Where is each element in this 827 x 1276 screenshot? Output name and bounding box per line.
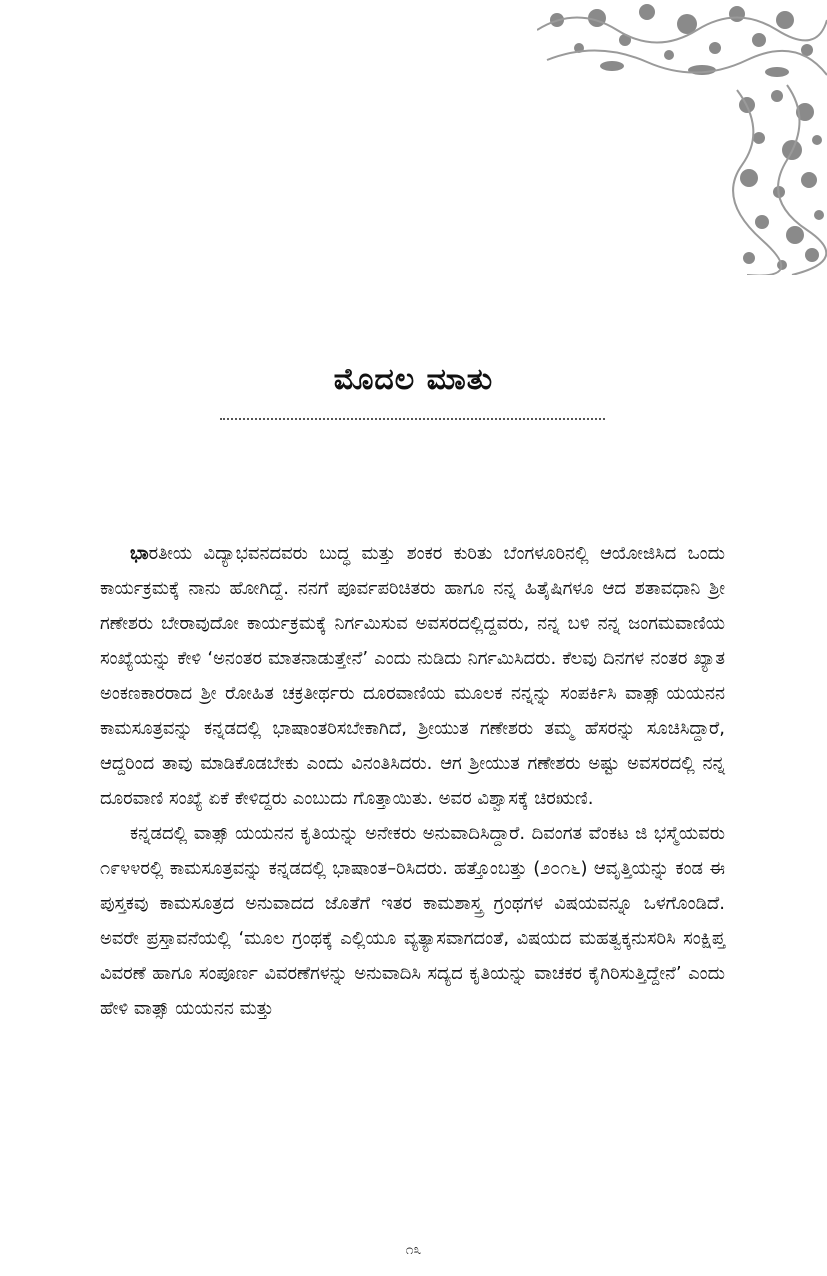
paragraph-1 bbox=[100, 536, 725, 816]
floral-corner-ornament bbox=[537, 0, 827, 275]
page-number: ೧೩ bbox=[405, 1242, 422, 1258]
paragraph-dropcap: ಭಾ bbox=[130, 543, 149, 564]
paragraph-2: ಕನ್ನಡದಲ್ಲಿ ವಾತ್ಸಾ್ಯಯನನ ಕೃತಿಯನ್ನು ಅನೇಕರು ಅನುವಾದಿಸಿದ್ದಾರೆ. ದಿವಂಗತ ವೆಂಕಟ ಜಿ ಭಸ್ಮೆಯವರು ೧೯೪೪ರಲ್ಲಿ ಕಾಮಸೂತ್ರವನ್ನು ಕನ್ನಡದಲ್ಲಿ ಭಾಷಾಂತ–ರಿಸಿದರು. ಹತ್ತೊಂಬತ್ತು (೨೦೧೬) ಆವೃತ್ತಿಯನ್ನು ಕಂಡ ಈ ಪುಸ್ತಕವು ಕಾಮಸೂತ್ರದ ಅನುವಾದದ ಜೊತೆಗೆ ಇತರ ಕಾಮಶಾಸ್ತ್ರ ಗ್ರಂಥಗಳ ವಿಷಯವನ್ನೂ ಒಳಗೊಂಡಿದೆ. ಅವರೇ ಪ್ರಸ್ತಾವನೆಯಲ್ಲಿ ‘ಮೂಲ ಗ್ರಂಥಕ್ಕೆ ಎಲ್ಲಿಯೂ ವ್ಯತ್ಯಾಸವಾಗದಂತೆ, ವಿಷಯದ ಮಹತ್ವಕ್ಕನುಸರಿಸಿ ಸಂಕ್ಷಿಪ್ತ ವಿವರಣೆ ಹಾಗೂ ಸಂಪೂರ್ಣ ವಿವರಣೆಗಳನ್ನು ಅನುವಾದಿಸಿ ಸದ್ಯದ ಕೃತಿಯನ್ನು ವಾಚಕರ ಕೈಗಿರಿಸುತ್ತಿದ್ದೇನೆ’ ಎಂದು ಹೇಳಿ ವಾತ್ಸಾ್ಯಯನನ ಮತ್ತು bbox=[100, 823, 725, 1019]
body-text bbox=[100, 536, 725, 1026]
paragraph-1-text: ರತೀಯ ವಿದ್ಯಾಭವನದವರು ಬುದ್ಧ ಮತ್ತು ಶಂಕರ ಕುರಿತು ಬೆಂಗಳೂರಿನಲ್ಲಿ ಆಯೋಜಿಸಿದ ಒಂದು ಕಾರ್ಯಕ್ರಮಕ್ಕೆ ನಾನು ಹೋಗಿದ್ದೆ. ನನಗೆ ಪೂರ್ವಪರಿಚಿತರು ಹಾಗೂ ನನ್ನ ಹಿತೈಷಿಗಳೂ ಆದ ಶತಾವಧಾನಿ ಶ್ರೀ ಗಣೇಶರು ಬೇರಾವುದೋ ಕಾರ್ಯಕ್ರಮಕ್ಕೆ ನಿರ್ಗಮಿಸುವ ಅವಸರದಲ್ಲಿದ್ದವರು, ನನ್ನ ಬಳಿ ನನ್ನ ಜಂಗಮವಾಣಿಯ ಸಂಖ್ಯೆಯನ್ನು ಕೇಳಿ ‘ಅನಂತರ ಮಾತನಾಡುತ್ತೇನೆ’ ಎಂದು ನುಡಿದು ನಿರ್ಗಮಿಸಿದರು. ಕೆಲವು ದಿನಗಳ ನಂತರ ಖ್ಯಾತ ಅಂಕಣಕಾರರಾದ ಶ್ರೀ ರೋಹಿತ ಚಕ್ರತೀರ್ಥರು ದೂರವಾಣಿಯ ಮೂಲಕ ನನ್ನನ್ನು ಸಂಪರ್ಕಿಸಿ ವಾತ್ಸಾ್ಯಯನನ ಕಾಮಸೂತ್ರವನ್ನು ಕನ್ನಡದಲ್ಲಿ ಭಾಷಾಂತರಿಸಬೇಕಾಗಿದೆ, ಶ್ರೀಯುತ ಗಣೇಶರು ತಮ್ಮ ಹೆಸರನ್ನು ಸೂಚಿಸಿದ್ದಾರೆ, ಆದ್ದರಿಂದ ತಾವು ಮಾಡಿಕೊಡಬೇಕು ಎಂದು ವಿನಂತಿಸಿದರು. ಆಗ ಶ್ರೀಯುತ ಗಣೇಶರು ಅಷ್ಟು ಅವಸರದಲ್ಲಿ ನನ್ನ ದೂರವಾಣಿ ಸಂಖ್ಯೆ ಏಕೆ ಕೇಳಿದ್ದರು ಎಂಬುದು ಗೊತ್ತಾಯಿತು. ಅವರ ವಿಶ್ವಾಸಕ್ಕೆ ಚಿರಋಣಿ. bbox=[100, 543, 725, 809]
title-divider bbox=[220, 418, 605, 420]
chapter-title: ಮೊದಲ ಮಾತು bbox=[333, 362, 494, 397]
